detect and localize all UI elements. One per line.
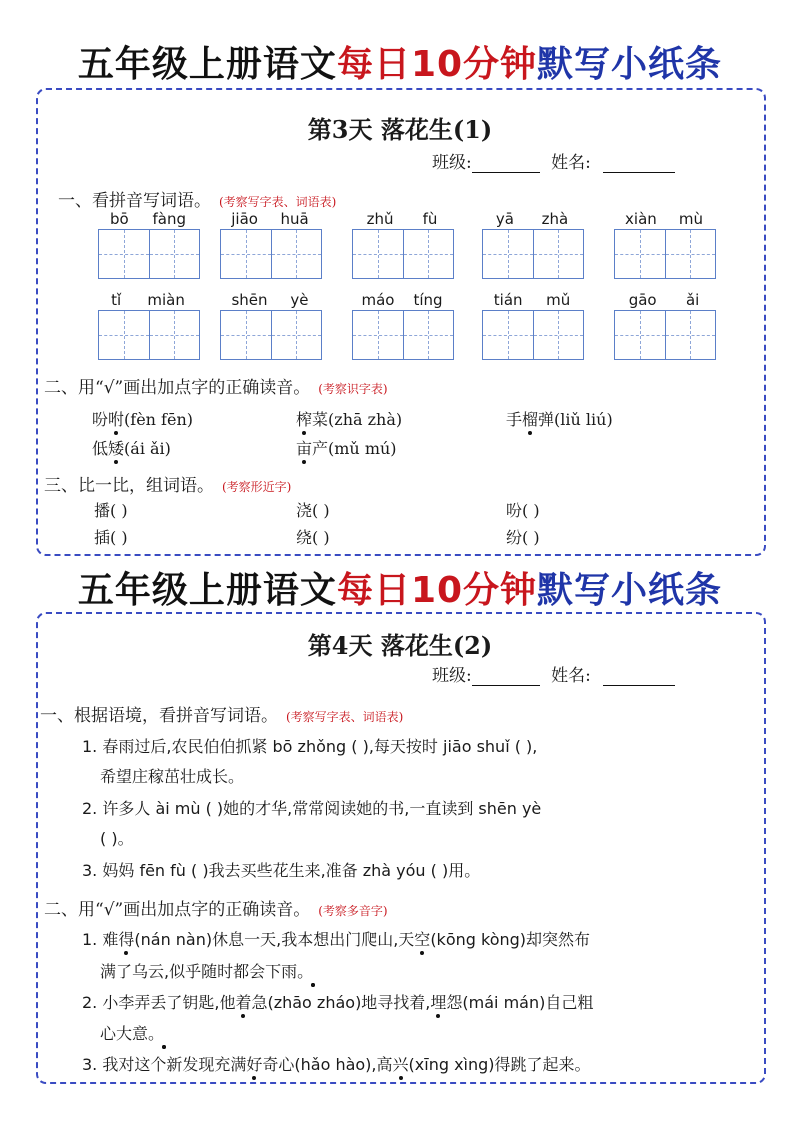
sheet2-sec1-line: 希望庄稼茁壮成长。 xyxy=(100,767,245,786)
tianzige-grid[interactable] xyxy=(482,229,584,279)
name-blank[interactable] xyxy=(603,685,675,686)
sec2-item[interactable]: 手榴弹(liǔ liú) xyxy=(506,410,613,429)
pinyin-syllable: zhà xyxy=(541,210,569,228)
tianzige-cell[interactable] xyxy=(665,311,716,359)
pinyin-syllable: tǐ xyxy=(111,291,122,309)
sec3-item[interactable]: 绕( ) xyxy=(296,528,330,547)
sec1-title: 一、看拼音写词语。 xyxy=(58,191,211,211)
pinyin-label xyxy=(482,210,582,228)
sheet2-day-title: 第4天 落花生(2) xyxy=(307,631,493,660)
sec3-item[interactable]: 纷( ) xyxy=(506,528,540,547)
tianzige-cell[interactable] xyxy=(403,311,454,359)
sec1-note: (考察写字表、词语表) xyxy=(219,195,337,209)
sheet1-sec1-heading xyxy=(58,186,336,211)
tianzige-cell[interactable] xyxy=(99,230,149,278)
sheet2-sec1-line[interactable]: 2. 许多人 ài mù ( )她的才华,常常阅读她的书,一直读到 shēn yè xyxy=(82,799,542,818)
pinyin-label xyxy=(614,210,714,228)
pinyin-syllable: huā xyxy=(280,210,309,228)
sheet2-sec2-line[interactable]: 3. 我对这个新发现充满好奇心(hǎo hào),高兴(xīng xìng)得跳了起来。 xyxy=(82,1055,591,1074)
sec2-item[interactable]: 低矮(ái ǎi) xyxy=(92,439,171,458)
pinyin-syllable: fù xyxy=(422,210,438,228)
tianzige-cell[interactable] xyxy=(533,230,584,278)
tianzige-grid[interactable] xyxy=(352,310,454,360)
tianzige-cell[interactable] xyxy=(149,311,200,359)
tianzige-cell[interactable] xyxy=(533,311,584,359)
tianzige-cell[interactable] xyxy=(403,230,454,278)
tianzige-cell[interactable] xyxy=(221,230,271,278)
tianzige-cell[interactable] xyxy=(483,311,533,359)
sheet1-sec2-heading xyxy=(44,373,388,398)
sec1-title: 一、根据语境，看拼音写词语。 xyxy=(40,706,278,726)
pinyin-syllable: tián xyxy=(493,291,523,309)
sec3-item[interactable]: 吩( ) xyxy=(506,501,540,520)
sec3-item[interactable]: 播( ) xyxy=(94,501,128,520)
pinyin-syllable: ǎi xyxy=(685,291,700,309)
sheet1-title-blue: 默写小纸条 xyxy=(537,44,723,85)
sec3-item[interactable]: 插( ) xyxy=(94,528,128,547)
tianzige-cell[interactable] xyxy=(353,230,403,278)
class-blank[interactable] xyxy=(472,172,540,173)
pinyin-label xyxy=(220,210,320,228)
name-label: 姓名: xyxy=(551,666,591,686)
sheet1-title xyxy=(0,36,800,87)
pinyin-syllable: xiàn xyxy=(625,210,657,228)
sheet2-title-black: 五年级上册语文 xyxy=(77,570,337,611)
sheet2-sec1-heading xyxy=(40,701,403,726)
tianzige-cell[interactable] xyxy=(149,230,200,278)
class-label: 班级: xyxy=(432,153,472,173)
pinyin-label xyxy=(352,210,452,228)
sec2-title: 二、用“√”画出加点字的正确读音。 xyxy=(44,900,311,920)
name-label: 姓名: xyxy=(551,153,591,173)
sheet2-sec2-line[interactable]: 1. 难得(nán nàn)休息一天,我本想出门爬山,天空(kōng kòng)却突然布 xyxy=(82,930,591,949)
sheet2-sec2-line[interactable]: 2. 小李弄丢了钥匙,他着急(zhāo zháo)地寻找着,埋怨(mái mán)自己粗 xyxy=(82,993,594,1012)
sheet2-sec2-line[interactable]: 心大意。 xyxy=(100,1024,165,1043)
sec2-item[interactable]: 榨菜(zhā zhà) xyxy=(296,410,403,429)
tianzige-cell[interactable] xyxy=(353,311,403,359)
tianzige-cell[interactable] xyxy=(483,230,533,278)
pinyin-syllable: mù xyxy=(678,210,703,228)
pinyin-label xyxy=(220,291,320,309)
tianzige-cell[interactable] xyxy=(615,311,665,359)
sec2-note: (考察多音字) xyxy=(318,904,388,918)
pinyin-label xyxy=(614,291,714,309)
pinyin-label xyxy=(98,291,198,309)
sheet1-title-red: 每日10分钟 xyxy=(336,44,538,85)
sheet2-sec2-line[interactable]: 满了乌云,似乎随时都会下雨。 xyxy=(100,962,314,981)
class-blank[interactable] xyxy=(472,685,540,686)
pinyin-syllable: yā xyxy=(495,210,514,228)
sheet2-title-blue: 默写小纸条 xyxy=(537,570,723,611)
pinyin-syllable: mǔ xyxy=(546,291,571,309)
sec1-note: (考察写字表、词语表) xyxy=(286,710,404,724)
pinyin-syllable: fàng xyxy=(152,210,187,228)
pinyin-syllable: jiāo xyxy=(231,210,258,228)
pinyin-label xyxy=(352,291,452,309)
sheet2-title xyxy=(0,562,800,613)
sec2-item[interactable]: 亩产(mǔ mú) xyxy=(296,439,397,458)
sec3-note: (考察形近字) xyxy=(222,480,292,494)
sheet1-title-black: 五年级上册语文 xyxy=(77,44,337,85)
class-label: 班级: xyxy=(432,666,472,686)
pinyin-label xyxy=(482,291,582,309)
sheet1-day-title: 第3天 落花生(1) xyxy=(307,115,493,144)
sheet2-sec1-line[interactable]: ( )。 xyxy=(100,829,134,848)
tianzige-grid[interactable] xyxy=(614,310,716,360)
tianzige-cell[interactable] xyxy=(665,230,716,278)
sheet2-sec1-line[interactable]: 1. 春雨过后,农民伯伯抓紧 bō zhǒng ( ),每天按时 jiāo shuǐ ( ), xyxy=(82,737,538,756)
tianzige-grid[interactable] xyxy=(98,310,200,360)
pinyin-syllable: shēn xyxy=(231,291,268,309)
pinyin-syllable: yè xyxy=(290,291,309,309)
tianzige-cell[interactable] xyxy=(615,230,665,278)
pinyin-syllable: tíng xyxy=(413,291,443,309)
tianzige-grid[interactable] xyxy=(614,229,716,279)
sec2-title: 二、用“√”画出加点字的正确读音。 xyxy=(44,378,311,398)
tianzige-grid[interactable] xyxy=(352,229,454,279)
sheet2-sec1-line[interactable]: 3. 妈妈 fēn fù ( )我去买些花生来,准备 zhà yóu ( )用。 xyxy=(82,861,481,880)
sheet1-class-name-line xyxy=(432,148,675,173)
pinyin-syllable: máo xyxy=(361,291,395,309)
sheet2-class-name-line xyxy=(432,661,675,686)
pinyin-syllable: bō xyxy=(109,210,129,228)
pinyin-syllable: zhǔ xyxy=(366,210,394,228)
tianzige-cell[interactable] xyxy=(221,311,271,359)
sec3-title: 三、比一比，组词语。 xyxy=(44,476,214,496)
tianzige-grid[interactable] xyxy=(482,310,584,360)
pinyin-syllable: miàn xyxy=(147,291,185,309)
sheet2-sec2-heading xyxy=(44,895,388,920)
tianzige-grid[interactable] xyxy=(220,310,322,360)
pinyin-label xyxy=(98,210,198,228)
pinyin-syllable: gāo xyxy=(628,291,657,309)
sheet1-sec3-heading xyxy=(44,471,291,496)
tianzige-cell[interactable] xyxy=(271,311,322,359)
sec2-note: (考察识字表) xyxy=(318,382,388,396)
tianzige-grid[interactable] xyxy=(220,229,322,279)
tianzige-cell[interactable] xyxy=(271,230,322,278)
sec3-item[interactable]: 浇( ) xyxy=(296,501,330,520)
tianzige-grid[interactable] xyxy=(98,229,200,279)
sheet2-title-red: 每日10分钟 xyxy=(336,570,538,611)
name-blank[interactable] xyxy=(603,172,675,173)
tianzige-cell[interactable] xyxy=(99,311,149,359)
sec2-item[interactable]: 吩咐(fèn fēn) xyxy=(92,410,193,429)
